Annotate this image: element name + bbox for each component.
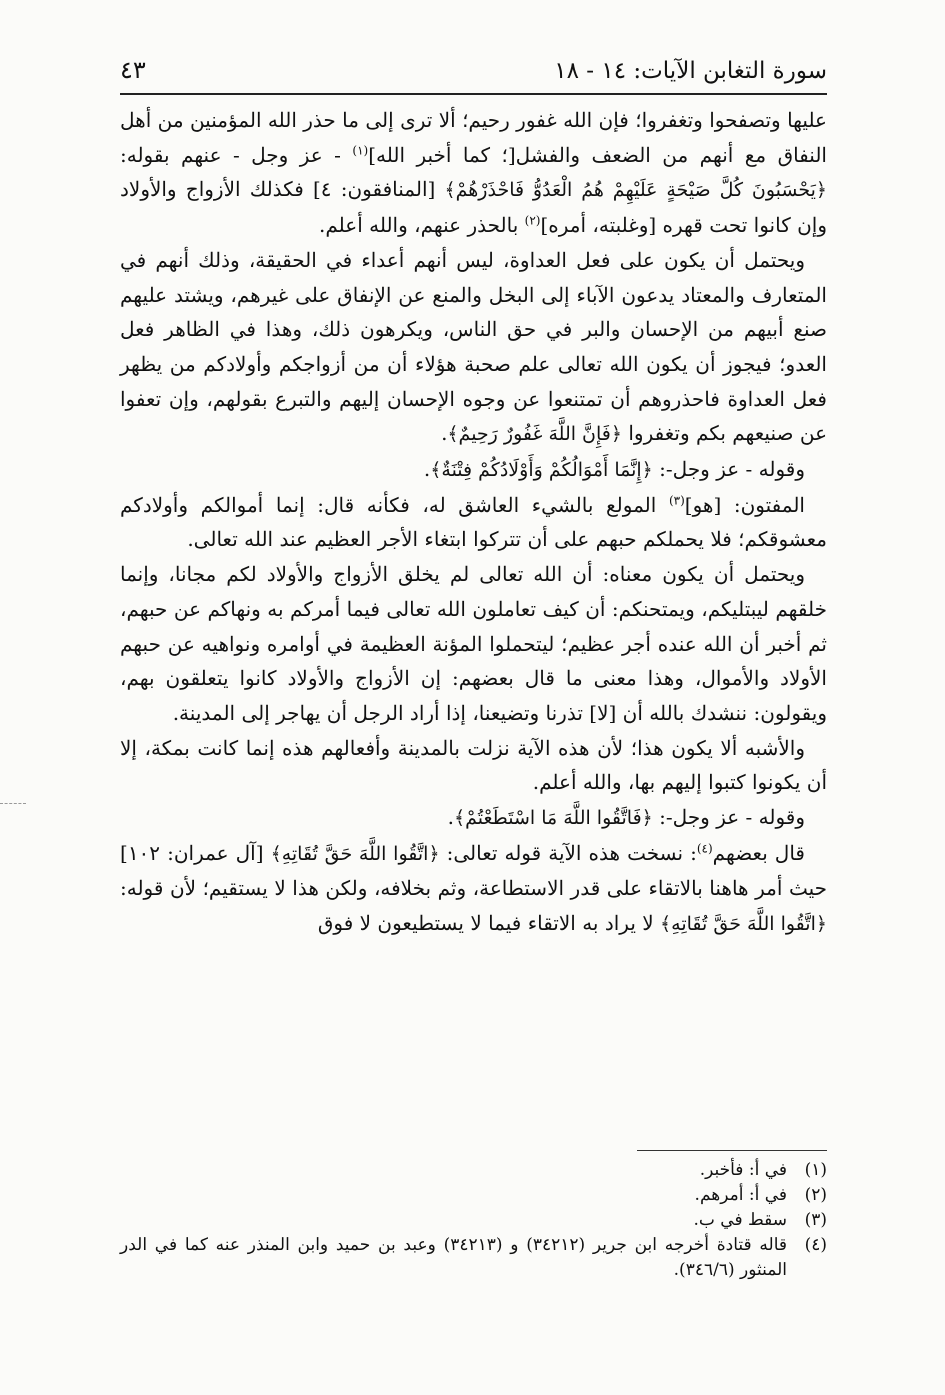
footnote-number: (١) [804, 1160, 827, 1180]
quran-verse: ﴿فَإِنَّ اللَّهَ غَفُورٌ رَحِيمٌ﴾ [447, 423, 623, 446]
text-span: [المنافقون: ٤] فكذلك الأزواج والأولاد وإن كانوا تحت قهره [وغلبته، أمره] [120, 177, 827, 238]
footnote [120, 1208, 827, 1233]
paragraph [120, 557, 827, 731]
text-span: وقوله - عز وجل-: [652, 805, 805, 830]
footnote-ref: (١) [352, 143, 369, 158]
text-span: المفتون: [هو] [684, 492, 805, 517]
header-rule [120, 93, 827, 95]
paragraph [120, 452, 827, 488]
footnotes [120, 1158, 827, 1283]
main-text [120, 103, 827, 942]
paragraph [120, 731, 827, 800]
paragraph [120, 836, 827, 942]
footnote-number: (٤) [804, 1235, 827, 1255]
text-span: ويحتمل أن يكون معناه: أن الله تعالى لم يخلق الأزواج والأولاد لكم مجانا، وإنما خلقهم ليبتليكم، ويمتحنكم: أن كيف تعاملون الله تعالى فيما أمركم به ونهاكم عن حبهم، ثم أخبر أن الله عنده أجر عظيم؛ ليتحملوا المؤنة العظيمة في أوامره ونواهيه عن حبهم الأولاد والأموال، وهذا معنى ما قال بعضهم: إن الأزواج والأولاد كانوا يتعلقون بهم، ويقولون: ننشدك بالله أن [لا] تذرنا وتضيعنا، إذا أراد الرجل أن يهاجر إلى المدينة. [120, 562, 828, 725]
quran-verse: ﴿يَحْسَبُونَ كُلَّ صَيْحَةٍ عَلَيْهِمْ هُمُ الْعَدُوُّ فَاحْذَرْهُمْ﴾ [444, 179, 828, 202]
footnote-text: في أ: فأخبر. [699, 1160, 787, 1180]
page-header [120, 52, 827, 92]
text-span: . [441, 421, 448, 446]
text-span: لا يراد به الاتقاء فيما لا يستطيعون لا فوق [317, 911, 661, 936]
footnote-separator [637, 1150, 827, 1151]
text-span: عليها وتصفحوا وتغفروا؛ فإن الله غفور رحيم؛ ألا ترى إلى ما حذر الله المؤمنين من أهل النفاق مع أنهم من الضعف والفشل[؛ كما أخبر الله] [120, 108, 827, 167]
margin-mark [0, 803, 26, 804]
footnote [120, 1158, 827, 1183]
footnote-ref: (٤) [696, 841, 713, 856]
text-span: قال بعضهم [712, 840, 805, 865]
paragraph [120, 800, 827, 836]
text-span: المولع بالشيء العاشق له، فكأنه قال: إنما أموالكم وأولادكم معشوقكم؛ فلا يحملكم حبهم على أن تتركوا ابتغاء الأجر العظيم عند الله تعالى. [120, 492, 827, 552]
footnote-ref: (٣) [668, 493, 685, 508]
quran-verse: ﴿فَاتَّقُوا اللَّهَ مَا اسْتَطَعْتُمْ﴾ [453, 807, 653, 830]
page-number: ٤٣ [120, 56, 146, 84]
text-span: والأشبه ألا يكون هذا؛ لأن هذه الآية نزلت بالمدينة وأفعالهم هذه إنما كانت بمكة، إلا أن يكونوا كتبوا إليهم بها، والله أعلم. [120, 735, 827, 795]
paragraph [120, 488, 827, 557]
text-span: . [423, 457, 431, 482]
text-span: [آل عمران: ١٠٢] حيث أمر هاهنا بالاتقاء على قدر الاستطاعة، وثم بخلافه، ولكن هذا لا يستقيم؛ لأن قوله: [120, 840, 827, 901]
text-span: وقوله - عز وجل-: [652, 457, 805, 482]
footnote-text: سقط في ب. [693, 1210, 787, 1230]
text-span: بالحذر عنهم، والله أعلم. [318, 213, 525, 238]
footnote-text: قاله قتادة أخرجه ابن جرير (٣٤٢١٢) و (٣٤٢١٣) وعبد بن حميد وابن المنذر عنه كما في الدر المنثور (٣٤٦/٦). [120, 1235, 787, 1280]
footnote [120, 1183, 827, 1208]
footnote-number: (٣) [804, 1210, 827, 1230]
text-span: - عز وجل - عنهم بقوله: [120, 142, 353, 167]
footnote [120, 1233, 827, 1283]
running-title: سورة التغابن الآيات: ١٤ - ١٨ [554, 58, 827, 84]
quran-verse: ﴿اتَّقُوا اللَّهَ حَقَّ تُقَاتِهِ﴾ [660, 913, 827, 936]
paragraph [120, 103, 827, 243]
paragraph [120, 243, 827, 452]
text-span: : نسخت هذه الآية قوله تعالى: [439, 840, 697, 865]
quran-verse: ﴿إِنَّمَا أَمْوَالُكُمْ وَأَوْلَادُكُمْ فِتْنَةٌ﴾ [430, 459, 653, 482]
quran-verse: ﴿اتَّقُوا اللَّهَ حَقَّ تُقَاتِهِ﴾ [270, 842, 440, 865]
footnote-number: (٢) [804, 1185, 827, 1205]
footnote-ref: (٢) [524, 213, 541, 228]
text-span: ويحتمل أن يكون على فعل العداوة، ليس أنهم أعداء في الحقيقة، وذلك أنهم في المتعارف والمعتاد يدعون الآباء إلى البخل والمنع عن الإنفاق على غيرهم، ويشتد عليهم صنع أبيهم من الإحسان والبر في حق الناس، ويكرهون ذلك، وهذا في الظاهر فعل العدو؛ فيجوز أن يكون الله تعالى علم صحبة هؤلاء أن من أزواجكم وأولادكم من يظهر فعل العداوة فاحذروهم أن تمتنعوا عن وجوه الإحسان إليهم والتبرع بقولهم، وإن تعفوا عن صنيعهم بكم وتغفروا [120, 247, 827, 446]
footnote-text: في أ: أمرهم. [694, 1185, 787, 1205]
text-span: . [447, 805, 454, 830]
